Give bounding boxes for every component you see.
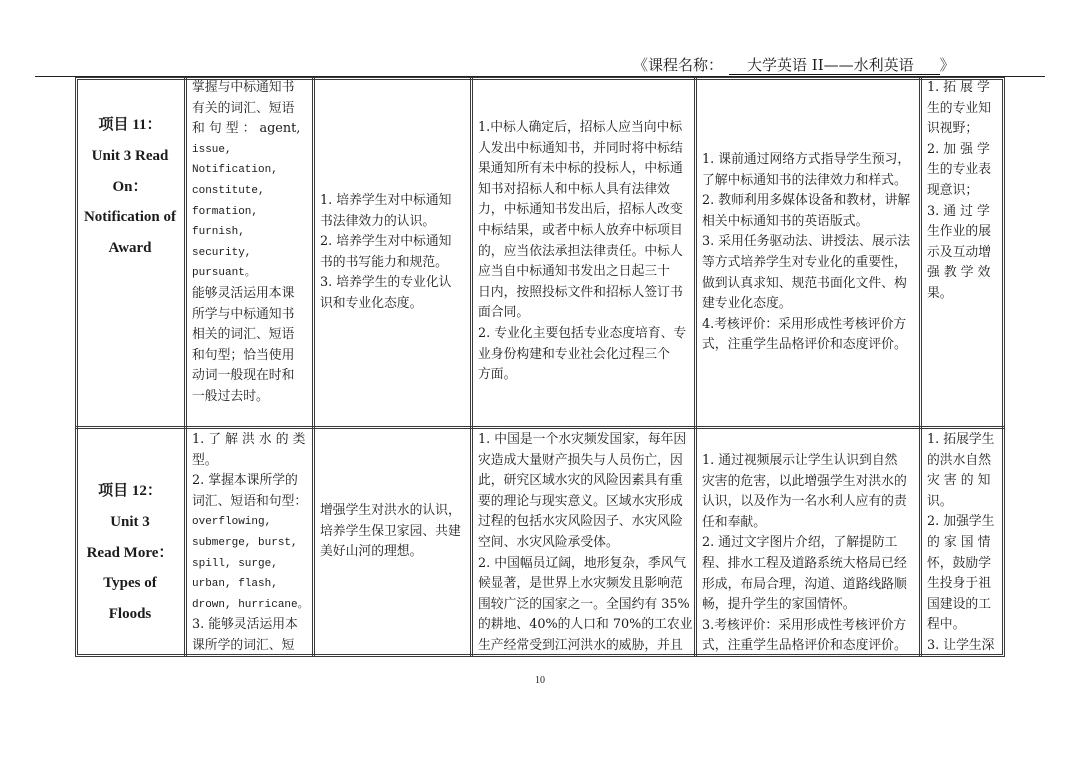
cell-line: spill, surge, (192, 557, 278, 570)
cell-line: drown, hurricane。 (192, 598, 309, 611)
cell-line: 1.中标人确定后，招标人应当向中标 (478, 120, 683, 135)
cell-line: 人发出中标通知书，并同时将中标结 (478, 140, 683, 156)
cell-line: 1. 通过视频展示让学生认识到自然 (702, 453, 898, 468)
cell-line: 4.考核评价：采用形成性考核评价方 (702, 316, 907, 332)
cell-line: 方面。 (478, 367, 517, 383)
cell-line: 3. 通 过 学 (927, 203, 990, 219)
cell-line: 1. 拓 展 学 (927, 80, 990, 95)
cell-line: 现意识； (927, 182, 979, 198)
cell-line: 此，研究区域水灾的风险因素具有重 (478, 473, 683, 489)
cell-line: 围较广泛的国家之一。全国约有 35% (478, 596, 690, 612)
course-name: 大学英语 II——水利英语 (729, 56, 940, 75)
cell-line: 的洪水自然 (927, 452, 991, 468)
cell-line: 式，注重学生品格评价和态度评价。 (702, 638, 907, 654)
cell-line: constitute, (192, 184, 265, 197)
cell-line: 灾造成大量财产损失与人员伤亡，因 (478, 452, 683, 468)
course-label-close: 》 (939, 56, 955, 74)
cell-line: 3. 培养学生的专业化认 (320, 275, 452, 291)
cell-line: 项目 12： (98, 483, 162, 499)
expected-effects-cell (927, 78, 991, 305)
expected-effects-cell (927, 430, 994, 657)
cell-line: 果。 (927, 285, 953, 301)
cell-line: 怀，鼓励学 (927, 555, 991, 571)
row-divider (75, 426, 1005, 429)
cell-line: 型。 (192, 452, 218, 468)
cell-line: Unit 3 Read (91, 147, 169, 164)
cell-line: 程、排水工程及道路系统大格局已经 (702, 555, 907, 571)
cell-line: 词汇、短语和句型： (192, 493, 308, 509)
knowledge-objectives-cell (192, 78, 300, 408)
cell-line: 培养学生保卫家园、共建 (320, 523, 461, 539)
cell-line: 生投身于祖 (927, 576, 991, 592)
cell-line: 建专业化态度。 (702, 296, 792, 312)
cell-line: 1. 课前通过网络方式指导学生预习， (702, 152, 911, 167)
cell-line: 相关的词汇、短语 (192, 327, 295, 343)
cell-line: 书法律效力的认识。 (320, 213, 436, 229)
cell-line: 果通知所有未中标的投标人，中标通 (478, 161, 683, 177)
cell-line: Floods (108, 606, 152, 623)
cell-line: 课所学的词汇、短 (192, 637, 295, 653)
teaching-methods-cell (702, 150, 910, 356)
cell-line: 动词一般现在时和 (192, 368, 295, 384)
cell-line: 1. 培养学生对中标通知 (320, 193, 452, 208)
cell-line: 等方式培养学生对专业化的重要性， (702, 254, 907, 270)
cell-line: 3. 让学生深 (927, 637, 995, 653)
cell-line: 任和奉献。 (702, 514, 766, 530)
cell-line: Types of (103, 575, 157, 592)
cell-line: 的 家 国 情 (927, 534, 991, 550)
cell-line: 的，应当依法承担法律责任。中标人 (478, 243, 683, 259)
column-divider (470, 77, 473, 657)
cell-line: 和 句 型 ： agent, (192, 121, 301, 137)
cell-line: Award (108, 240, 152, 257)
cell-line: 识视野； (927, 121, 979, 137)
cell-line: 2. 中国幅员辽阔，地形复杂，季风气 (478, 555, 687, 571)
ideological-goals-cell (320, 501, 461, 563)
knowledge-objectives-cell (192, 430, 309, 657)
cell-line: 生的专业知 (927, 100, 991, 116)
cell-line: 日内，按照投标文件和招标人签订书 (478, 284, 683, 300)
cell-line: 一般过去时。 (192, 388, 269, 404)
cell-line: 的耕地、40%的人口和 70%的工农业 (478, 617, 693, 633)
cell-line: 2. 专业化主要包括专业态度培育、专 (478, 325, 687, 341)
cell-line: 所学与中标通知书 (192, 306, 295, 322)
cell-line: 书的书写能力和规范。 (320, 254, 448, 270)
column-divider (919, 77, 922, 657)
ideological-content-cell (478, 118, 686, 386)
cell-line: 3. 能够灵活运用本 (192, 617, 298, 633)
cell-line: 程中。 (927, 617, 966, 633)
ideological-content-cell (478, 430, 693, 657)
cell-line: 空间、水灾风险承受体。 (478, 534, 619, 550)
teaching-methods-cell (702, 451, 907, 657)
course-header (633, 55, 955, 75)
unit-cell (75, 110, 185, 264)
cell-line: 中标结果，或者中标人放弃中标项目 (478, 222, 683, 238)
cell-line: 做到认真求知、规范书面化文件、构 (702, 275, 907, 291)
cell-line: 国建设的工 (927, 596, 991, 612)
cell-line: 3.考核评价：采用形成性考核评价方 (702, 617, 907, 633)
cell-line: furnish, (192, 226, 245, 239)
cell-line: 相关中标通知书的英语版式。 (702, 213, 869, 229)
cell-line: 掌握与中标通知书 (192, 80, 295, 95)
cell-line: 业身份构建和专业社会化过程三个 (478, 346, 670, 362)
cell-line: urban, flash, (192, 578, 278, 591)
cell-line: 式，注重学生品格评价和态度评价。 (702, 337, 907, 353)
cell-line: 灾 害 的 知 (927, 473, 991, 489)
cell-line: 畅，提升学生的家国情怀。 (702, 597, 856, 613)
cell-line: 识。 (927, 493, 953, 509)
course-label: 《课程名称： (633, 56, 724, 74)
cell-line: 面合同。 (478, 305, 530, 321)
cell-line: Read More： (86, 544, 174, 561)
cell-line: 要的理论与现实意义。区域水灾形成 (478, 493, 683, 509)
unit-cell (75, 476, 185, 630)
cell-line: 生的专业表 (927, 162, 991, 178)
cell-line: 2. 加强学生 (927, 514, 995, 530)
cell-line: 有关的词汇、短语 (192, 100, 295, 116)
cell-line: 应当自中标通知书发出之日起三十 (478, 264, 670, 280)
cell-line: 认识，以及作为一名水利人应有的责 (702, 494, 907, 510)
cell-line: 强 教 学 效 (927, 265, 991, 281)
page-number: 10 (535, 675, 545, 686)
cell-line: 2. 掌握本课所学的 (192, 473, 298, 489)
column-divider (312, 77, 315, 657)
cell-line: 2. 通过文字图片介绍，了解提防工 (702, 535, 898, 551)
cell-line: Unit 3 (110, 513, 150, 530)
cell-line: 知书对招标人和中标人具有法律效 (478, 181, 670, 197)
cell-line: 形成，布局合理，沟道、道路线路顺 (702, 576, 907, 592)
cell-line: overflowing, (192, 516, 272, 529)
cell-line: 力，中标通知书发出后，招标人改变 (478, 202, 683, 218)
cell-line: 1. 中国是一个水灾频发国家，每年因 (478, 432, 687, 447)
cell-line: 增强学生对洪水的认识， (320, 503, 461, 518)
ideological-goals-cell (320, 191, 451, 315)
cell-line: 了解中标通知书的法律效力和样式。 (702, 172, 907, 188)
cell-line: 候显著，是世界上水灾频发且影响范 (478, 576, 683, 592)
cell-line: 和句型；恰当使用 (192, 347, 295, 363)
cell-line: 3. 采用任务驱动法、讲授法、展示法 (702, 234, 911, 250)
cell-line: 能够灵活运用本课 (192, 285, 295, 301)
cell-line: 2. 加 强 学 (927, 141, 990, 157)
cell-line: security, (192, 246, 252, 259)
cell-line: 灾害的危害，以此增强学生对洪水的 (702, 473, 907, 489)
cell-line: submerge, burst, (192, 536, 298, 549)
cell-line: formation, (192, 205, 259, 218)
cell-line: 示及互动增 (927, 244, 991, 260)
column-divider (694, 77, 697, 657)
course-table (75, 77, 1005, 657)
cell-line: issue, (192, 143, 232, 156)
cell-line: 2. 教师利用多媒体设备和教材，讲解 (702, 193, 911, 209)
cell-line: 1. 了 解 洪 水 的 类 (192, 432, 306, 447)
cell-line: 美好山河的理想。 (320, 544, 423, 560)
cell-line: 项目 11： (98, 117, 162, 133)
cell-line: Notification of (83, 209, 177, 226)
cell-line: Notification, (192, 164, 278, 177)
cell-line: On： (112, 178, 148, 195)
cell-line: pursuant。 (192, 267, 256, 280)
cell-line: 1. 拓展学生 (927, 432, 995, 447)
cell-line: 识和专业化态度。 (320, 295, 423, 311)
cell-line: 生作业的展 (927, 224, 991, 240)
cell-line: 过程的包括水灾风险因子、水灾风险 (478, 514, 683, 530)
cell-line: 生产经常受到江河洪水的威胁，并且 (478, 637, 683, 653)
cell-line: 2. 培养学生对中标通知 (320, 234, 452, 250)
